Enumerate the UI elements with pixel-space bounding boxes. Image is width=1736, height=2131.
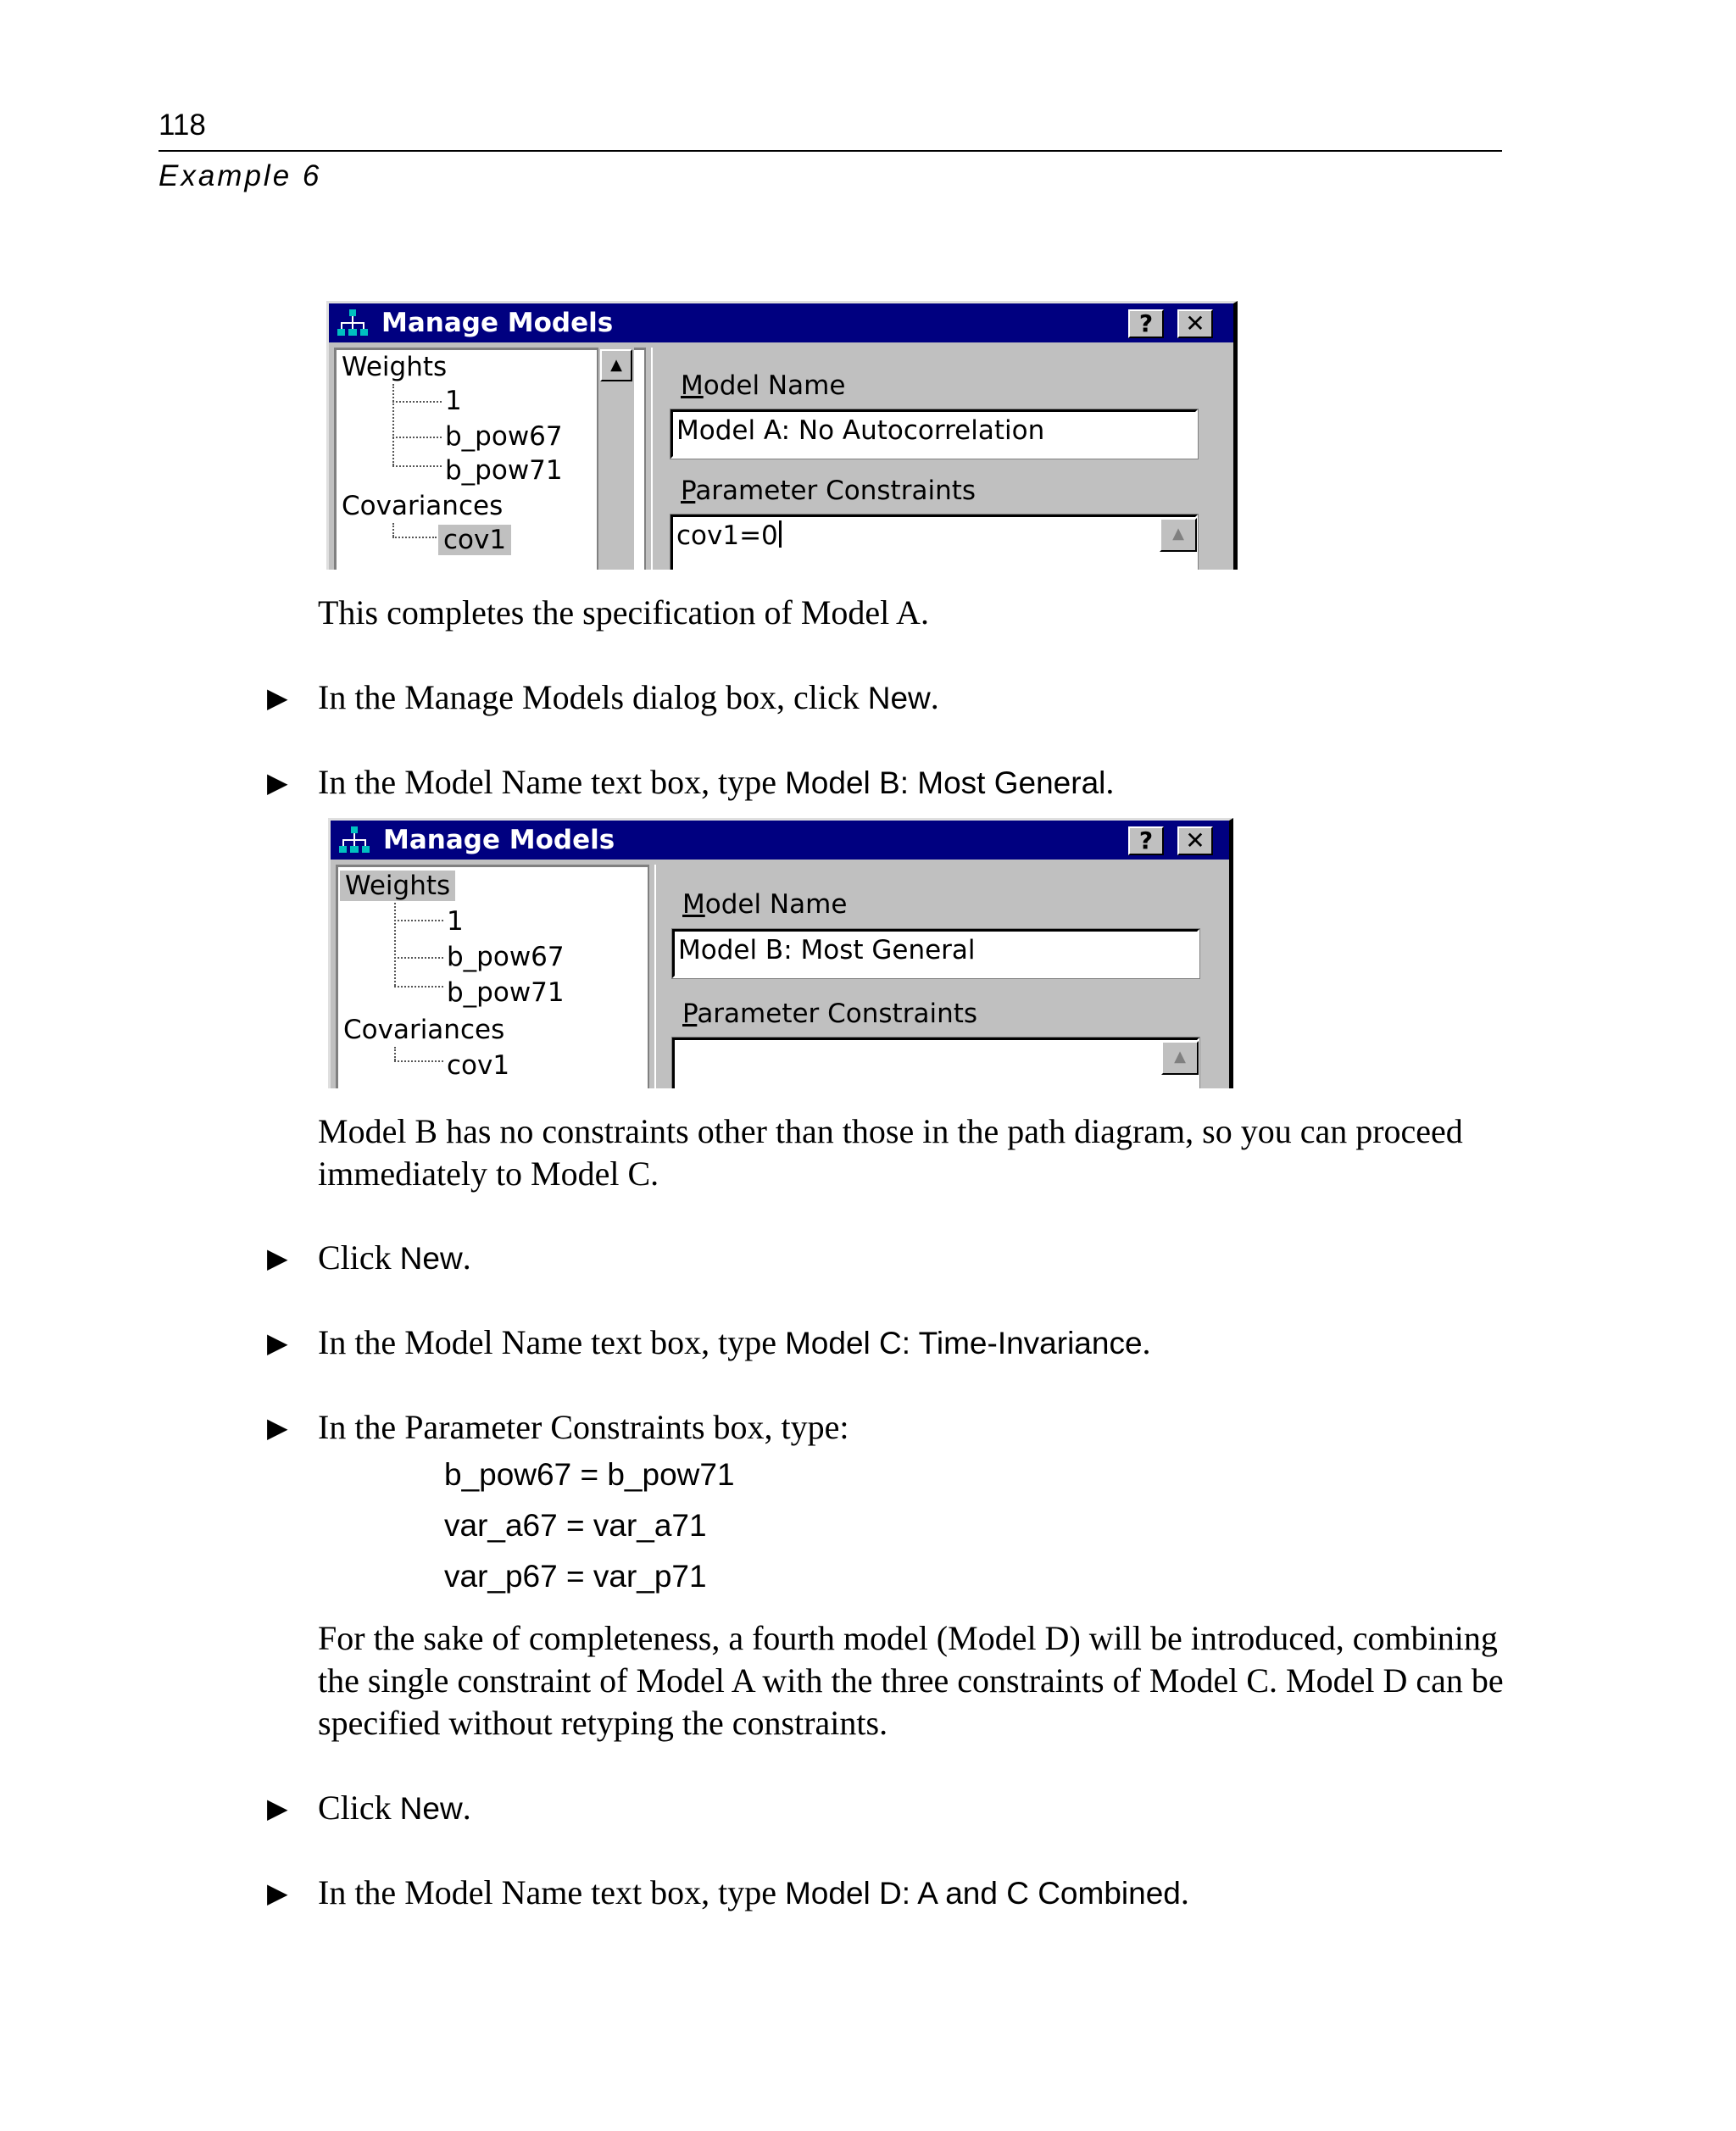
tree-item-covariances[interactable]: Covariances — [342, 491, 504, 521]
bullet-icon: ▶ — [267, 767, 288, 798]
step-click-new-1: In the Manage Models dialog box, click New. — [318, 678, 939, 716]
tree-item-weights[interactable]: Weights — [342, 352, 448, 382]
chapter-title: Example 6 — [159, 159, 322, 192]
step-type-model-c: In the Model Name text box, type Model C: Time-Invariance. — [318, 1323, 1151, 1361]
tree-item-b-pow71[interactable]: b_pow71 — [447, 977, 565, 1008]
tree-item-weights-selected[interactable]: Weights — [340, 871, 455, 901]
tree-line — [394, 903, 396, 986]
close-button[interactable]: ✕ — [1177, 826, 1213, 855]
dialog-title: Manage Models — [383, 825, 615, 855]
models-icon — [337, 826, 371, 856]
tree-line — [394, 1047, 396, 1060]
tree-item-cov1[interactable]: cov1 — [447, 1050, 510, 1081]
tree-item-b-pow71[interactable]: b_pow71 — [445, 455, 563, 486]
tree-line — [394, 986, 443, 988]
tree-line — [392, 523, 394, 537]
ui-term: Model C: Time-Invariance — [784, 1326, 1143, 1360]
model-name-label: Model Name — [681, 370, 846, 401]
tree-item-b-pow67[interactable]: b_pow67 — [445, 421, 563, 452]
parameter-constraints-input[interactable] — [672, 1038, 1199, 1088]
ui-term: Model D: A and C Combined — [784, 1876, 1181, 1911]
parameter-tree[interactable] — [336, 865, 649, 1088]
step-type-model-b: In the Model Name text box, type Model B: Most General. — [318, 763, 1115, 801]
tree-line — [392, 537, 437, 538]
tree-line — [392, 465, 442, 467]
tree-line — [392, 401, 442, 403]
ui-term: New — [399, 1791, 463, 1826]
manage-models-dialog-b — [328, 818, 1233, 1088]
constraint-line: var_p67 = var_p71 — [444, 1559, 707, 1594]
text-cursor — [779, 520, 782, 548]
paragraph-model-d: For the sake of completeness, a fourth model (Model D) will be introduced, combining the single constraint of Model A with the three constraints of Model C. Model D can be specified without retyping the constraints. — [318, 1619, 1504, 1742]
step-click-new-2: Click New. — [318, 1238, 471, 1277]
bullet-icon: ▶ — [267, 1243, 288, 1273]
constraints-text: cov1=0 — [676, 520, 778, 551]
model-name-label: Model Name — [682, 889, 848, 920]
ui-term: New — [399, 1241, 463, 1276]
constraint-line: b_pow67 = b_pow71 — [444, 1457, 735, 1492]
header-rule — [159, 150, 1502, 152]
scroll-up-arrow-icon[interactable]: ▲ — [600, 349, 632, 381]
ui-term: New — [867, 681, 931, 715]
title-bar[interactable] — [331, 821, 1229, 860]
tree-item-cov1-selected[interactable]: cov1 — [438, 525, 511, 555]
tree-scrollbar[interactable] — [597, 348, 634, 570]
pane-divider[interactable] — [648, 865, 656, 1088]
step-click-new-3: Click New. — [318, 1789, 471, 1827]
models-icon — [336, 309, 370, 339]
paragraph-complete-a: This completes the specification of Model A. — [318, 593, 929, 632]
bullet-icon: ▶ — [267, 1327, 288, 1358]
tree-line — [394, 1060, 443, 1062]
constraint-line: var_a67 = var_a71 — [444, 1508, 707, 1543]
bullet-icon: ▶ — [267, 1878, 288, 1908]
scroll-up-arrow-icon[interactable]: ▲ — [1161, 1041, 1199, 1075]
pane-divider[interactable] — [644, 348, 653, 570]
tree-line — [394, 920, 443, 921]
manage-models-dialog-a — [326, 301, 1238, 570]
dialog-title: Manage Models — [381, 308, 614, 338]
tree-line — [392, 437, 442, 438]
parameter-constraints-label: Parameter Constraints — [682, 999, 978, 1029]
tree-line — [394, 957, 443, 959]
parameter-constraints-label: Parameter Constraints — [681, 476, 976, 506]
title-bar[interactable] — [329, 303, 1233, 342]
help-button[interactable]: ? — [1128, 826, 1164, 855]
model-name-input[interactable]: Model B: Most General — [672, 929, 1199, 978]
bullet-icon: ▶ — [267, 682, 288, 713]
bullet-icon: ▶ — [267, 1412, 288, 1443]
close-button[interactable]: ✕ — [1177, 309, 1213, 338]
tree-item-b-pow67[interactable]: b_pow67 — [447, 942, 565, 972]
parameter-constraints-input[interactable] — [670, 515, 1198, 570]
page-number: 118 — [159, 108, 206, 142]
scroll-up-arrow-icon[interactable]: ▲ — [1160, 518, 1197, 552]
step-type-model-d: In the Model Name text box, type Model D: A and C Combined. — [318, 1873, 1189, 1911]
step-type-constraints: In the Parameter Constraints box, type: — [318, 1408, 849, 1446]
bullet-icon: ▶ — [267, 1793, 288, 1823]
tree-line — [392, 384, 394, 465]
tree-item-1[interactable]: 1 — [445, 386, 462, 416]
help-button[interactable]: ? — [1128, 309, 1164, 338]
ui-term: Model B: Most General — [784, 765, 1106, 800]
tree-item-1[interactable]: 1 — [447, 906, 464, 937]
model-name-input[interactable]: Model A: No Autocorrelation — [670, 409, 1198, 459]
tree-item-covariances[interactable]: Covariances — [343, 1015, 505, 1045]
paragraph-model-b: Model B has no constraints other than those in the path diagram, so you can proceed immediately to Model C. — [318, 1112, 1463, 1193]
